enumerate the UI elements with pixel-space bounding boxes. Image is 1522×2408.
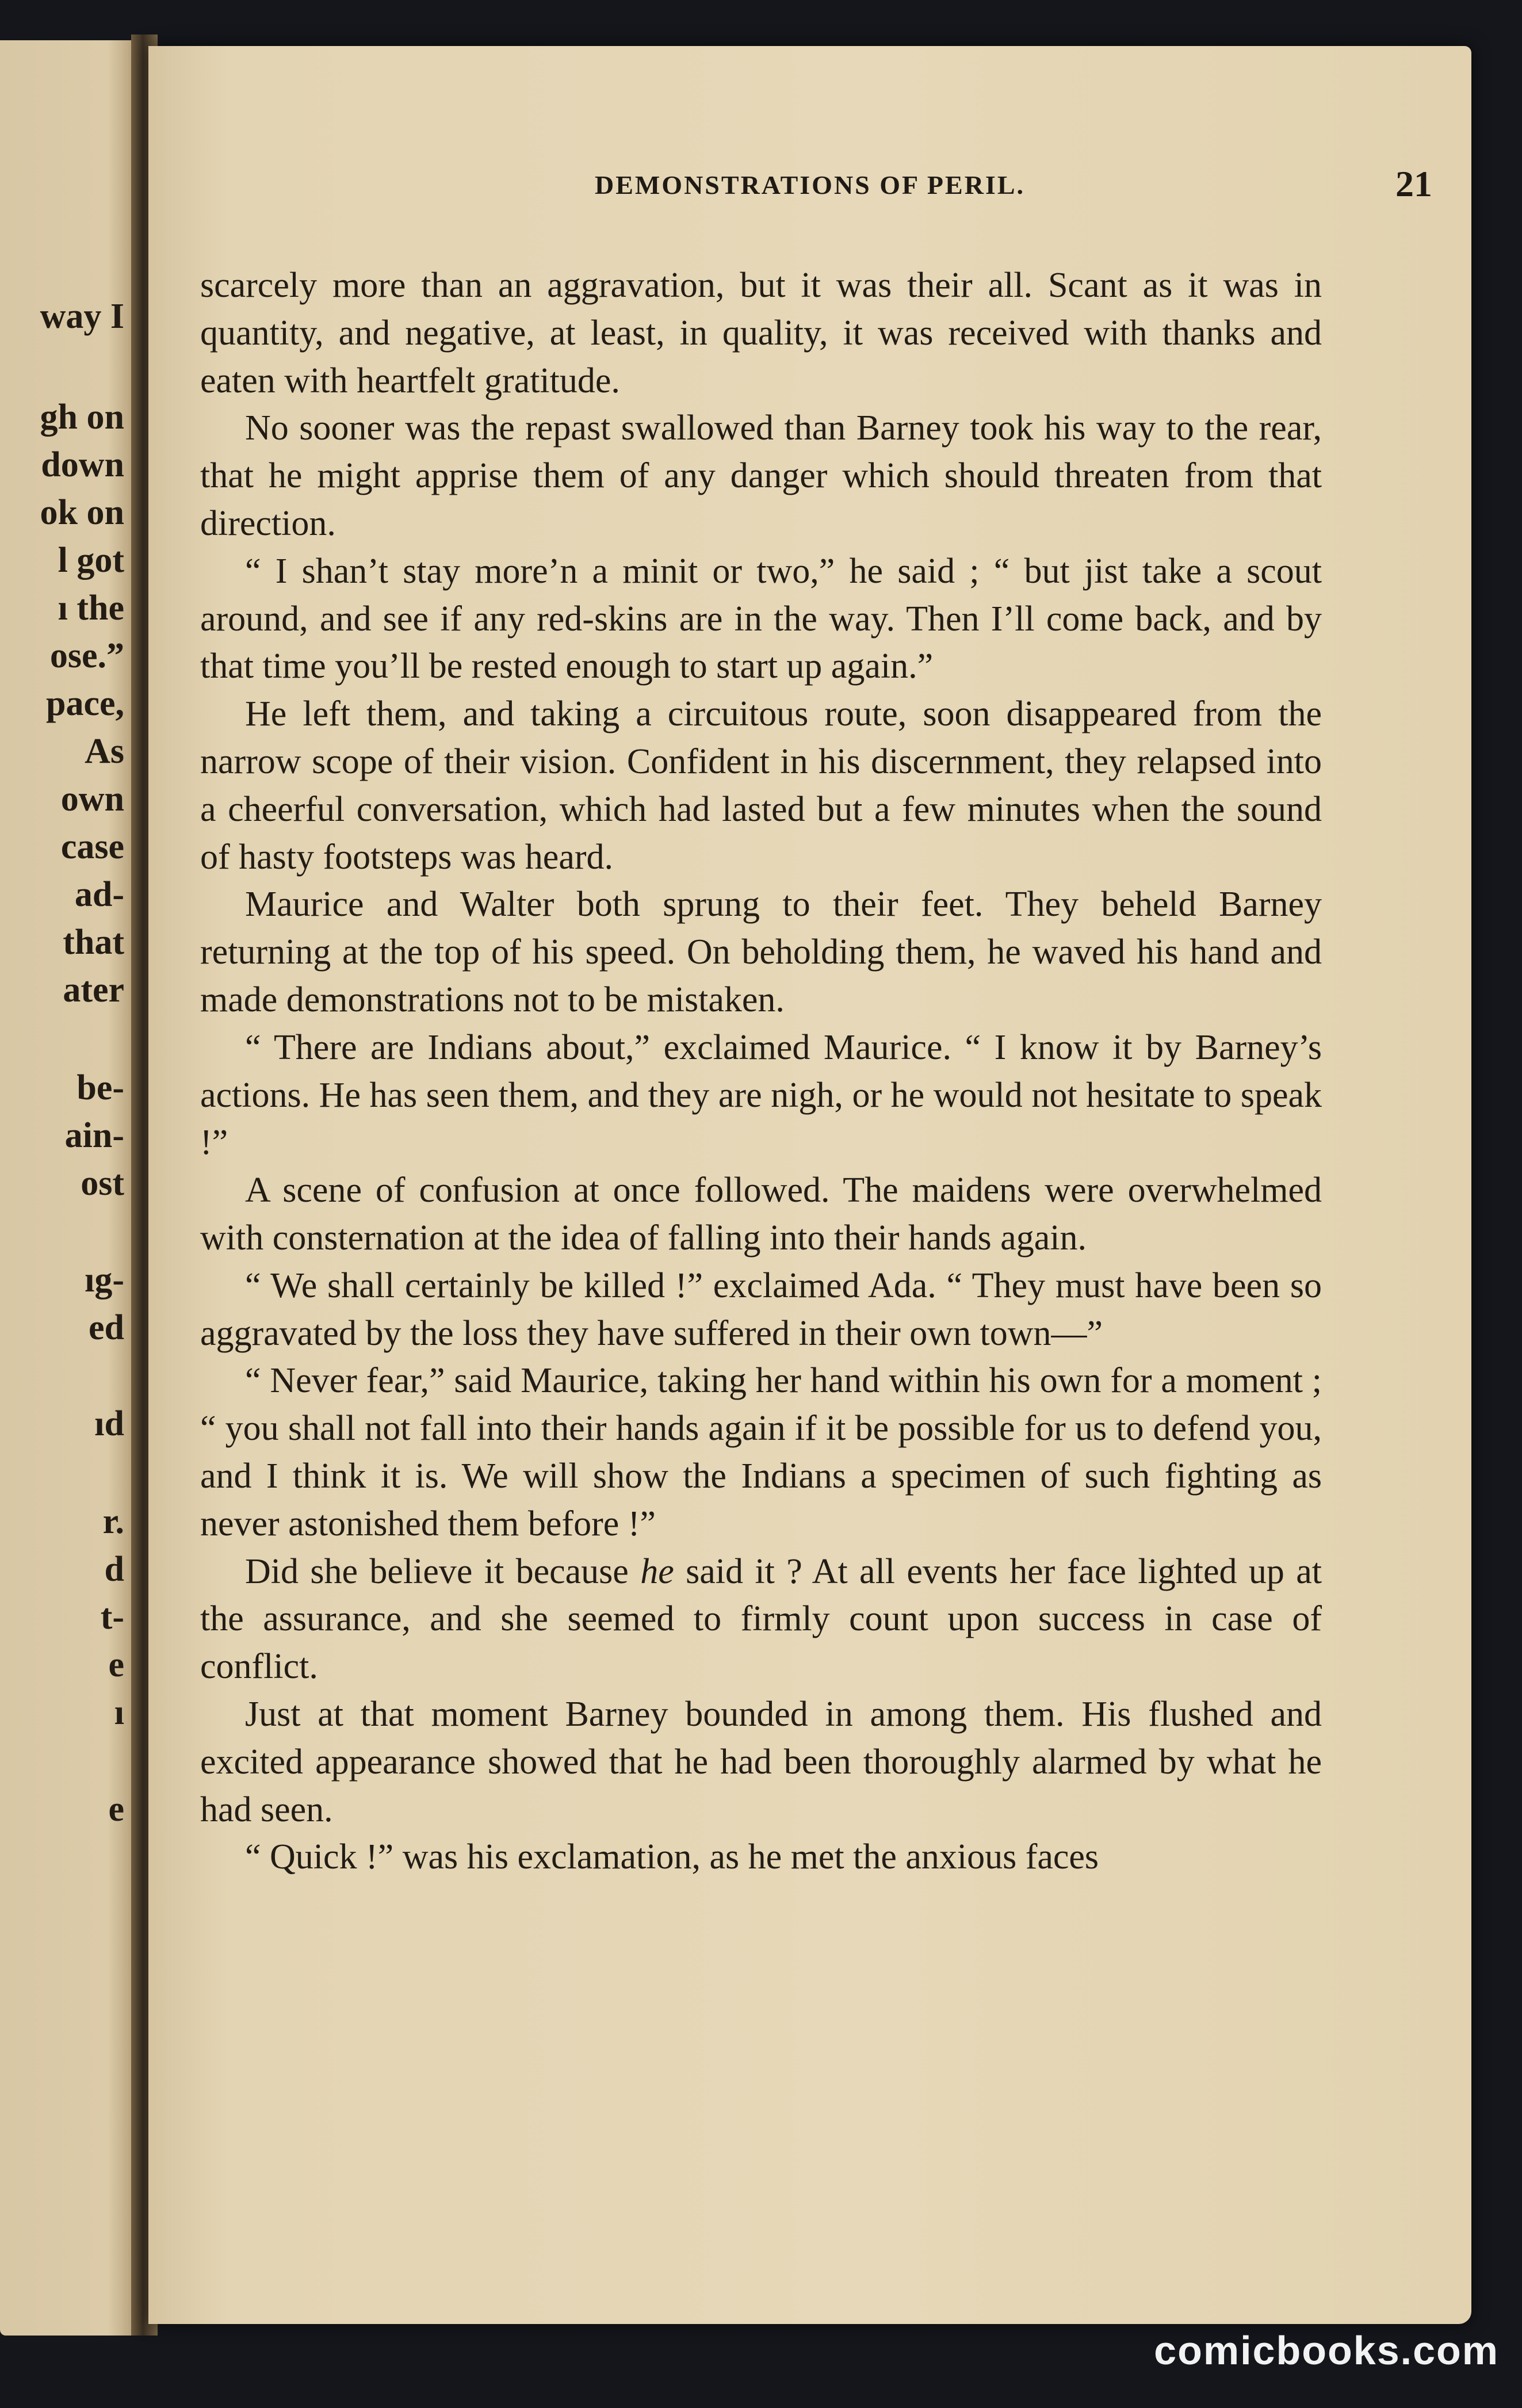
- paragraph: [200, 1548, 1322, 1691]
- left-page-line: ı the: [58, 588, 124, 628]
- right-page: [148, 46, 1471, 2324]
- left-page-line: pace,: [45, 684, 124, 723]
- left-page-line: be-: [77, 1068, 124, 1107]
- paragraph-text: said it ? At all events her face lighted up at the assurance, and she seemed to firmly count upon success in case of conflict.: [200, 1551, 1322, 1687]
- left-page-edge: [0, 40, 144, 2336]
- paragraph: “ Never fear,” said Maurice, taking her hand within his own for a moment ; “ you shall not fall into their hands again if it be possible for us to defend you, and I think it is. We will show the Indians a specimen of such fighting as never astonished them before !”: [200, 1361, 1322, 1543]
- left-page-line: r.: [102, 1502, 124, 1541]
- page-number: 21: [1395, 163, 1432, 204]
- paragraph: No sooner was the repast swallowed than Barney took his way to the rear, that he might apprise them of any danger which should threaten from that direction.: [200, 408, 1322, 543]
- paragraph: “ Quick !” was his exclamation, as he met the anxious faces: [245, 1837, 1099, 1877]
- running-head: DEMONSTRATIONS OF PERIL.: [594, 170, 1026, 200]
- left-page-line: ed: [89, 1308, 124, 1347]
- paragraph-text: Did she believe it because: [245, 1551, 641, 1591]
- left-page-line: ain-: [64, 1116, 124, 1155]
- left-page-line: d: [104, 1550, 124, 1589]
- paragraph: “ We shall certainly be killed !” exclaimed Ada. “ They must have been so aggravated by the loss they have suffered in their own town—”: [200, 1266, 1322, 1353]
- paragraph: Maurice and Walter both sprung to their feet. They beheld Barney returning at the top of his speed. On beholding them, he waved his hand and made demonstrations not to be mistaken.: [200, 885, 1322, 1019]
- left-page-line: case: [60, 827, 124, 866]
- body-text: [200, 262, 1322, 1881]
- left-page-line: way I: [40, 297, 124, 336]
- watermark: comicbooks.com: [1154, 2328, 1499, 2373]
- paragraph: “ I shan’t stay more’n a minit or two,” he said ; “ but jist take a scout around, and see if any red-skins are in the way. Then I’ll come back, and by that time you’ll be rested enough to start up again.”: [200, 551, 1322, 686]
- page-header: [148, 163, 1471, 221]
- paragraph: A scene of confusion at once followed. The maidens were overwhelmed with consternation at the idea of falling into their hands again.: [200, 1171, 1322, 1257]
- paragraph: Just at that moment Barney bounded in among them. His flushed and excited appearance showed that he had been thoroughly alarmed by what he had seen.: [200, 1694, 1322, 1829]
- left-page-line: e: [108, 1645, 124, 1684]
- left-page-line: As: [85, 732, 124, 771]
- left-page-line: down: [41, 445, 124, 484]
- left-page-line: gh on: [40, 397, 124, 437]
- paragraph: “ There are Indians about,” exclaimed Maurice. “ I know it by Barney’s actions. He has seen them, and they are nigh, or he would not hesitate to speak !”: [200, 1027, 1322, 1163]
- left-page-line: t-: [100, 1597, 124, 1637]
- left-page-line: own: [60, 779, 124, 819]
- left-page-line: ad-: [74, 875, 124, 914]
- left-page-line: ı: [114, 1693, 124, 1732]
- left-page-line: e: [108, 1790, 124, 1829]
- left-page-line: ıg-: [85, 1260, 124, 1299]
- left-page-line: ost: [81, 1164, 124, 1203]
- left-page-line: ok on: [40, 493, 124, 532]
- paragraph: He left them, and taking a circuitous route, soon disappeared from the narrow scope of their vision. Confident in his discernment, they relapsed into a cheerful conversation, which had lasted but a few minutes when the sound of hasty footsteps was heard.: [200, 694, 1322, 877]
- left-page-line: l got: [58, 541, 124, 580]
- emphasis: he: [640, 1551, 674, 1591]
- left-page-line: ıd: [94, 1404, 124, 1443]
- left-page-line: ater: [63, 970, 124, 1010]
- left-page-line: ose.”: [49, 636, 124, 675]
- paragraph: scarcely more than an aggravation, but it was their all. Scant as it was in quantity, and negative, at least, in quality, it was received with thanks and eaten with heartfelt gratitude.: [200, 266, 1322, 400]
- left-page-line: that: [63, 923, 124, 962]
